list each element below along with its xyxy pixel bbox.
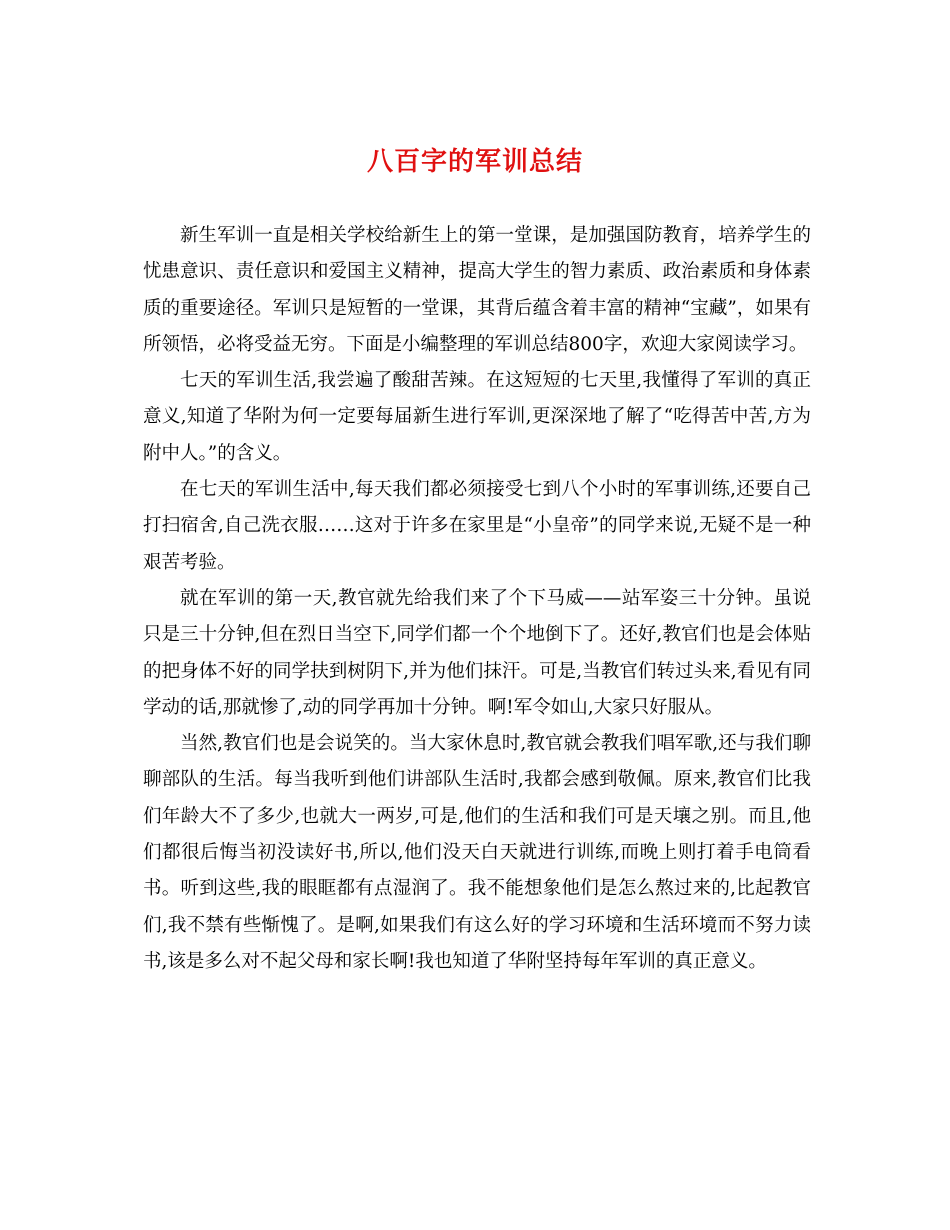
page-title: 八百字的军训总结	[366, 147, 583, 177]
paragraph: 当然,教官们也是会说笑的。当大家休息时,教官就会教我们唱军歌,还与我们聊聊部队的生活。每当我听到他们讲部队生活时,我都会感到敬佩。原来,教官们比我们年龄大不了多少,也就大一两岁,可是,他们的生活和我们可是天壤之别。而且,他们都很后悔当初没读好书,所以,他们没天白天就进行训练,而晚上则打着手电筒看书。听到这些,我的眼眶都有点湿润了。我不能想象他们是怎么熬过来的,比起教官们,我不禁有些惭愧了。是啊,如果我们有这么好的学习环境和生活环境而不努力读书,该是多么对不起父母和家长啊!我也知道了华附坚持每年军训的真正意义。	[143, 733, 811, 972]
paragraph: 在七天的军训生活中,每天我们都必须接受七到八个小时的军事训练,还要自己打扫宿舍,自己洗衣服……这对于许多在家里是“小皇帝”的同学来说,无疑不是一种艰苦考验。	[143, 479, 811, 573]
paragraph: 七天的军训生活,我尝遍了酸甜苦辣。在这短短的七天里,我懂得了军训的真正意义,知道了华附为何一定要每届新生进行军训,更深深地了解了“吃得苦中苦,方为附中人。”的含义。	[143, 370, 811, 464]
paragraph: 新生军训一直是相关学校给新生上的第一堂课，是加强国防教育，培养学生的忧患意识、责任意识和爱国主义精神，提高大学生的智力素质、政治素质和身体素质的重要途径。军训只是短暂的一堂课，其背后蕴含着丰富的精神“宝藏”，如果有所领悟，必将受益无穷。下面是小编整理的军训总结800字，欢迎大家阅读学习。	[143, 225, 811, 355]
paragraph: 就在军训的第一天,教官就先给我们来了个下马威——站军姿三十分钟。虽说只是三十分钟,但在烈日当空下,同学们都一个个地倒下了。还好,教官们也是会体贴的把身体不好的同学扶到树阴下,并为他们抹汗。可是,当教官们转过头来,看见有同学动的话,那就惨了,动的同学再加十分钟。啊!军令如山,大家只好服从。	[143, 587, 811, 718]
document-body	[143, 218, 811, 980]
